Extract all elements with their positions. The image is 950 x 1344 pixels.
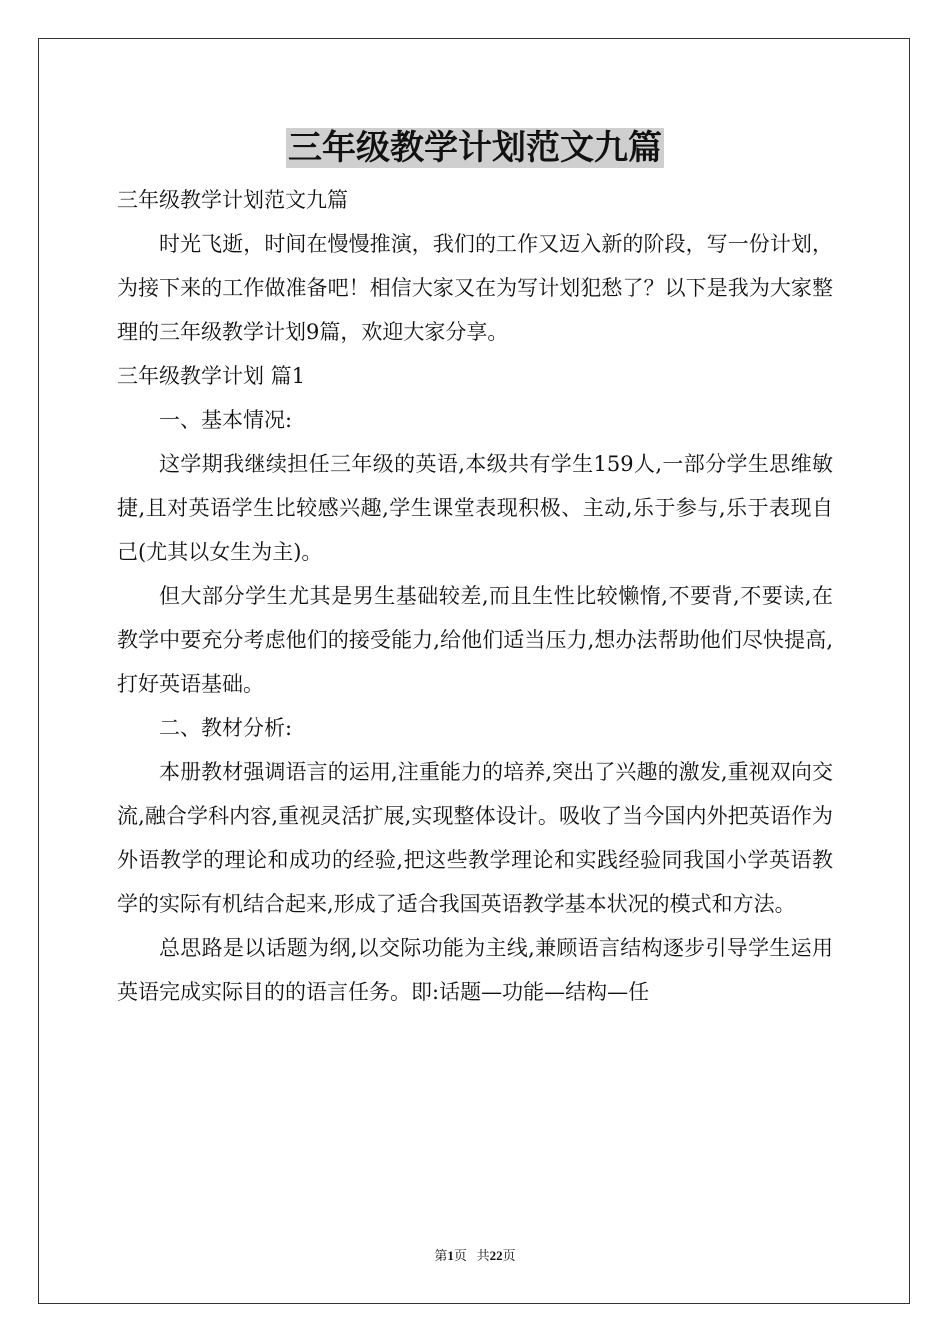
paragraph-subtitle: 三年级教学计划范文九篇	[117, 188, 348, 212]
document-title	[0, 124, 950, 172]
section-heading-plan-1: 三年级教学计划 篇1	[117, 364, 306, 388]
paragraph-students-weakness: 但大部分学生尤其是男生基础较差,而且生性比较懒惰,不要背,不要读,在教学中要充分考虑他们的接受能力,给他们适当压力,想办法帮助他们尽快提高,打好英语基础。	[117, 584, 833, 696]
footer-total-suffix: 页	[502, 1248, 516, 1263]
document-body	[117, 178, 833, 1014]
page-footer	[0, 1247, 950, 1265]
footer-page-suffix: 页	[453, 1248, 467, 1263]
footer-total-prefix: 共	[476, 1248, 490, 1263]
document-title-text: 三年级教学计划范文九篇	[288, 128, 662, 168]
paragraph-intro: 时光飞逝，时间在慢慢推演，我们的工作又迈入新的阶段，写一份计划，为接下来的工作做准备吧！相信大家又在为写计划犯愁了？以下是我为大家整理的三年级教学计划9篇，欢迎大家分享。	[117, 232, 833, 344]
paragraph-students-overview: 这学期我继续担任三年级的英语,本级共有学生159人,一部分学生思维敏捷,且对英语学生比较感兴趣,学生课堂表现积极、主动,乐于参与,乐于表现自己(尤其以女生为主)。	[117, 452, 833, 564]
heading-basic-situation: 一、基本情况:	[159, 408, 293, 432]
footer-page-current: 1	[447, 1248, 454, 1263]
heading-textbook-analysis: 二、教材分析:	[159, 716, 293, 740]
paragraph-textbook: 本册教材强调语言的运用,注重能力的培养,突出了兴趣的激发,重视双向交流,融合学科内容,重视灵活扩展,实现整体设计。吸收了当今国内外把英语作为外语教学的理论和成功的经验,把这些教学理论和实践经验同我国小学英语教学的实际有机结合起来,形成了适合我国英语教学基本状况的模式和方法。	[117, 760, 833, 916]
paragraph-general-approach: 总思路是以话题为纲,以交际功能为主线,兼顾语言结构逐步引导学生运用英语完成实际目的的语言任务。即:话题—功能—结构—任	[117, 936, 833, 1004]
footer-page-total: 22	[489, 1248, 503, 1263]
footer-page-prefix: 第	[434, 1248, 448, 1263]
